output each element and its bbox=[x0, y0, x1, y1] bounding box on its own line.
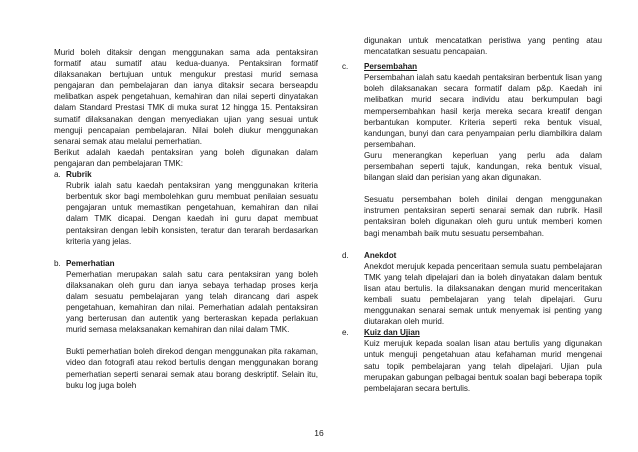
method-heading: Kuiz dan Ujian bbox=[364, 328, 420, 338]
method-paragraph: Persembahan ialah satu kaedah pentaksiran berbentuk lisan yang boleh dilaksanakan secara formatif dalam p&p. Kaedah ini melibatkan murid secara individu atau berkumpulan bagi mempersembahkan hasil kerja mereka secara kreatif dengan berbantukan komputer. Kriteria seperti reka bentuk visual, kandungan, bunyi dan cara penyampaian perlu diambilkira dalam persembahan. bbox=[364, 73, 602, 149]
item-marker: b. bbox=[54, 258, 61, 268]
method-paragraph: Anekdot merujuk kepada penceritaan semula suatu pembelajaran TMK yang telah dipelajari dan ia boleh dinyatakan dalam bentuk lisan atau bertulis. Ia dilaksanakan dengan murid menceritakan kembali suatu pembelajaran yang telah dipelajari. Guru menggunakan senarai semak untuk menyemak isi penting yang diutarakan oleh murid. bbox=[364, 261, 602, 327]
method-paragraph: Rubrik ialah satu kaedah pentaksiran yang menggunakan kriteria berbentuk skor bagi membolehkan guru membuat penilaian sesuatu pengajaran untuk memastikan pengetahuan, kemahiran dan nilai dalam TMK dicapai. Dengan kaedah ini guru dapat membuat pentaksiran dengan lebih konsisten, teratur dan terarah berdasarkan kriteria yang jelas. bbox=[66, 181, 318, 246]
spacer bbox=[66, 335, 318, 346]
method-heading: Anekdot bbox=[364, 250, 397, 260]
method-paragraph: Pemerhatian merupakan salah satu cara pentaksiran yang boleh dilaksanakan oleh guru dan ianya sebaya terhadap proses kerja dalam sesuatu pembelajaran yang telah dirancang dari aspek pengetahuan, kemahiran dan nilai. Pemerhatian adalah pentaksiran yang berterusan dan autentik yang berteraskan kepada perlakuan murid semasa melaksanakan kemahiran dan nilai dalam TMK. bbox=[66, 269, 318, 335]
method-pemerhatian bbox=[54, 258, 318, 391]
method-heading: Rubrik bbox=[66, 170, 92, 180]
method-heading: Pemerhatian bbox=[66, 258, 115, 268]
left-column bbox=[54, 47, 318, 391]
item-marker: e. bbox=[342, 328, 349, 338]
spacer bbox=[54, 247, 318, 258]
method-anekdot bbox=[340, 250, 602, 328]
item-marker: c. bbox=[342, 62, 349, 72]
method-heading: Persembahan bbox=[364, 62, 418, 72]
item-marker: a. bbox=[54, 170, 61, 180]
method-paragraph: Sesuatu persembahan boleh dinilai dengan menggunakan instrumen pentaksiran seperti senarai semak dan rubrik. Hasil pentaksiran boleh digunakan oleh guru untuk memberi komen bagi menambah baik mutu sesuatu persembahan. bbox=[364, 195, 602, 238]
method-paragraph: Kuiz merujuk kepada soalan lisan atau bertulis yang digunakan untuk menguji pengetahuan atau kefahaman murid mengenai satu topik pembelajaran yang telah dipelajari. Ujian pula merupakan gabungan pelbagai bentuk soalan bagi beberapa topik pembelajaran secara bertulis. bbox=[364, 339, 602, 393]
intro-paragraph: Murid boleh ditaksir dengan menggunakan sama ada pentaksiran formatif atau sumatif atau kedua-duanya. Pentaksiran formatif dilaksanakan bertujuan untuk mengukur prestasi murid semasa pengajaran dan pembelajaran dan ianya ditaksir secara berseapdu melibatkan aspek pengetahuan, kemahiran dan nilai seperti dinyatakan dalam Standard Prestasi TMK di muka surat 12 hingga 15. Pentaksiran sumatif dilaksanakan dengan menyediakan ujian yang sesuai untuk menguji pencapaian pembelajaran. Nilai boleh diukur menggunakan senarai semak atau melalui pemerhatian. bbox=[54, 48, 318, 146]
continuation-paragraph: digunakan untuk mencatatkan peristiwa yang penting atau mencatatkan sesuatu pencapaian. bbox=[364, 36, 602, 57]
method-paragraph: Bukti pemerhatian boleh direkod dengan menggunakan pita rakaman, video dan fotografi atau rekod bertulis dengan menggunakan borang pemerhatian seperti senarai semak atau borang deskriptif. Selain itu, buku log juga boleh bbox=[66, 347, 318, 390]
method-paragraph: Guru menerangkan keperluan yang perlu ada dalam persembahan seperti tajuk, kandungan, reka bentuk visual, bilangan slaid dan perisian yang akan digunakan. bbox=[364, 150, 602, 183]
method-rubrik bbox=[54, 169, 318, 247]
spacer bbox=[340, 239, 602, 250]
right-column bbox=[340, 35, 602, 394]
page-number: 16 bbox=[314, 428, 324, 438]
lead-paragraph: Berikut adalah kaedah pentaksiran yang boleh digunakan dalam pengajaran dan pembelajaran TMK: bbox=[54, 147, 318, 168]
method-persembahan bbox=[340, 61, 602, 238]
spacer bbox=[364, 183, 602, 194]
item-marker: d. bbox=[342, 250, 349, 260]
method-kuiz-ujian bbox=[340, 327, 602, 394]
